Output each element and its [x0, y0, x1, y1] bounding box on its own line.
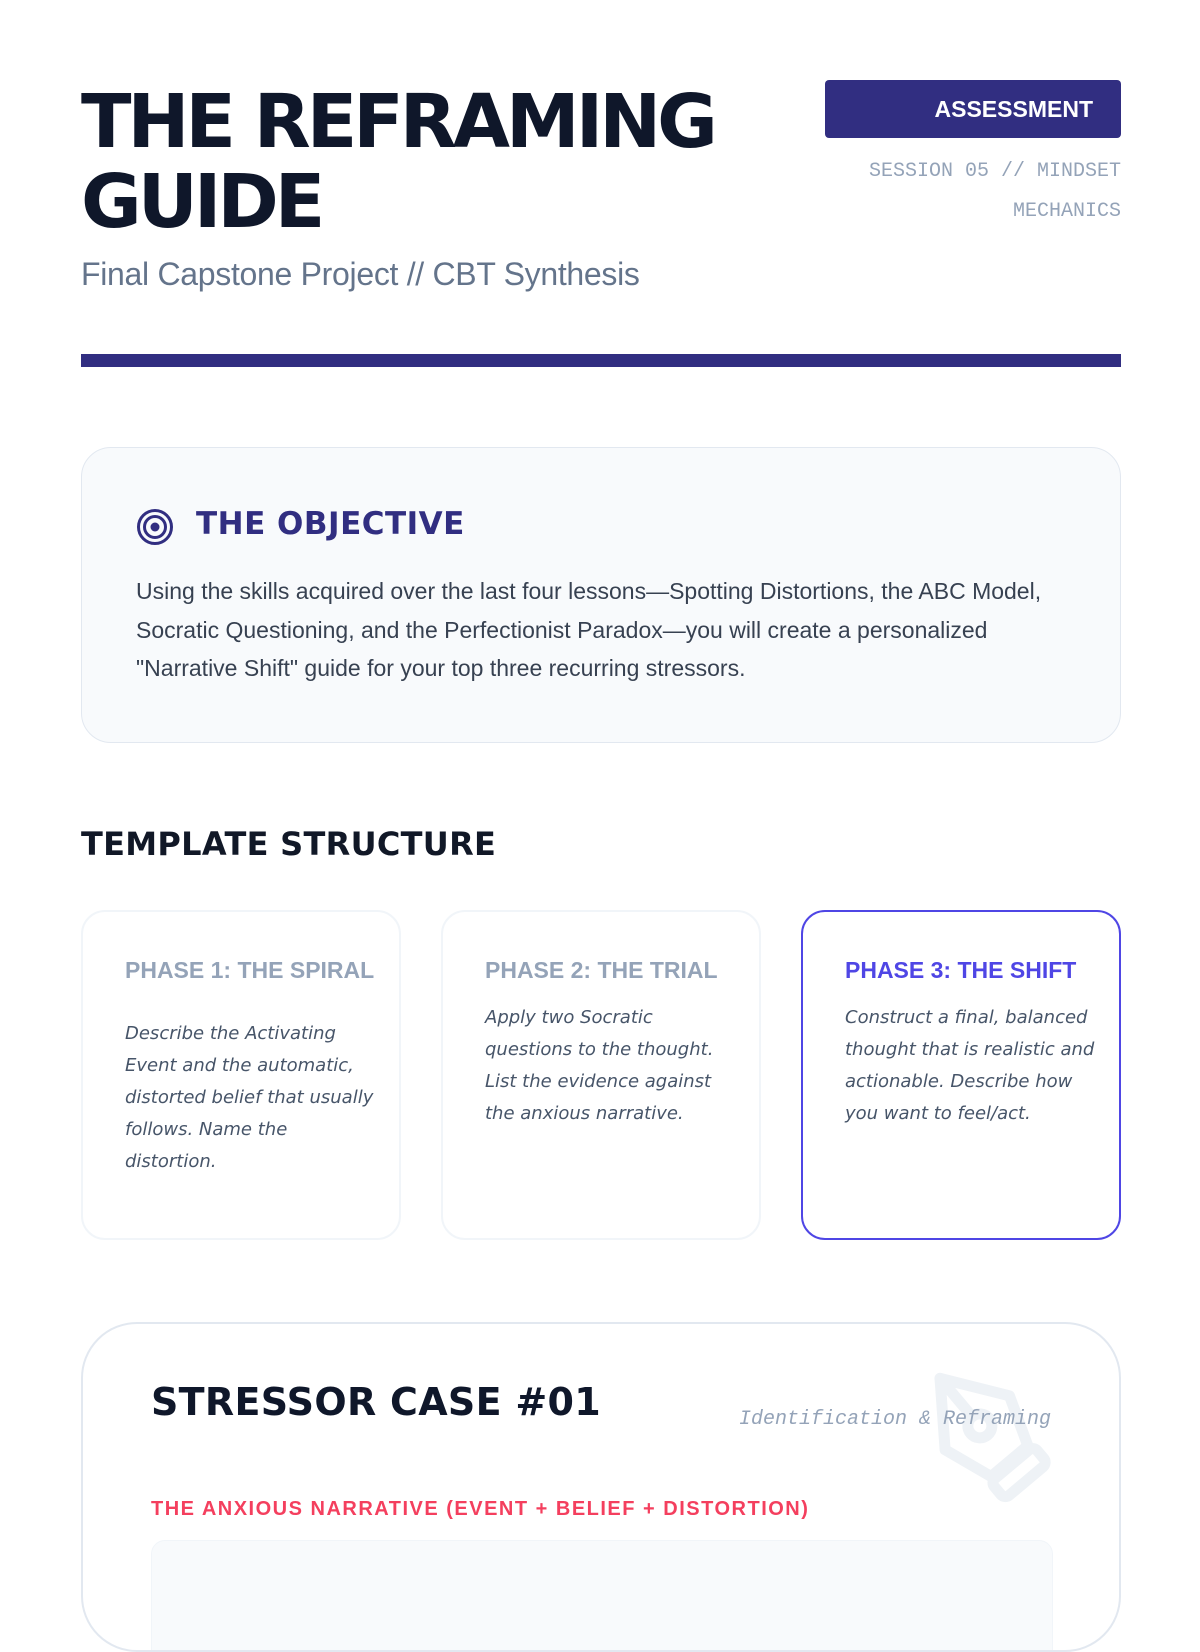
phase-title: PHASE 2: THE TRIAL: [485, 957, 718, 983]
phase-title: PHASE 3: THE SHIFT: [845, 957, 1077, 983]
pen-nib-icon: [905, 1352, 1065, 1512]
objective-body: Using the skills acquired over the last four lessons—Spotting Distortions, the ABC Model, Socratic Questioning, and the Perfectionist Paradox—you will create a personalized "Narrative Shift" guide for your top three recurring stressors.: [136, 578, 1042, 681]
stressor-card: [81, 1322, 1121, 1652]
page-header: [81, 78, 1121, 378]
phase-card-spiral[interactable]: [81, 910, 401, 1240]
phase-description: Apply two Socratic questions to the thought. List the evidence against the anxious narrative.: [485, 1007, 714, 1124]
stressor-heading: STRESSOR CASE #01: [151, 1380, 602, 1424]
phase-card-trial[interactable]: [441, 910, 761, 1240]
phase-description: Construct a final, balanced thought that is realistic and actionable. Describe how you want to feel/act.: [845, 1007, 1095, 1124]
assessment-badge: ASSESSMENT: [825, 80, 1121, 138]
anxious-narrative-field[interactable]: [151, 1540, 1053, 1652]
phase-title: PHASE 1: THE SPIRAL: [125, 957, 375, 983]
stressor-tag: Identification & Reframing: [738, 1408, 1051, 1431]
page-subtitle: Final Capstone Project // CBT Synthesis: [81, 256, 640, 292]
anxious-narrative-label: THE ANXIOUS NARRATIVE (EVENT + BELIEF + DISTORTION): [151, 1498, 810, 1520]
phase-description: Describe the Activating Event and the automatic, distorted belief that usually follows. Name the distortion.: [125, 1023, 374, 1172]
objective-heading: THE OBJECTIVE: [196, 506, 465, 542]
session-label: SESSION 05 // MINDSET MECHANICS: [868, 160, 1121, 223]
header-divider: [81, 354, 1121, 367]
phase-card-shift[interactable]: [801, 910, 1121, 1240]
page-title: THE REFRAMING GUIDE: [81, 79, 714, 245]
objective-card: [81, 447, 1121, 743]
target-icon: [136, 508, 174, 546]
template-structure-heading: TEMPLATE STRUCTURE: [81, 825, 497, 863]
page: [81, 0, 1121, 1600]
